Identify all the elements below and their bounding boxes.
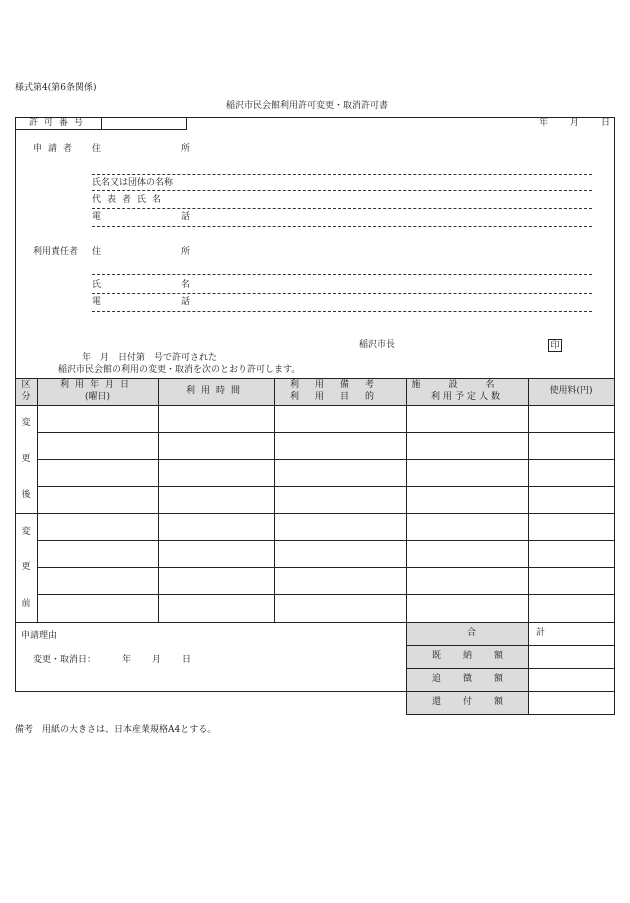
applicant-address-line[interactable] (92, 174, 592, 175)
table-right-border (614, 378, 615, 715)
after-char-1: 変 (21, 418, 31, 428)
row-line-3 (37, 486, 615, 487)
row-line-1 (37, 432, 615, 433)
after-char-3: 後 (21, 490, 31, 500)
document-title: 稲沢市民会館利用許可変更・取消許可書 (226, 101, 389, 111)
change-date-label: 変更・取消日： (33, 655, 97, 665)
applicant-phone-char1: 電 (92, 212, 102, 222)
responsible-phone-char2: 話 (181, 297, 191, 307)
permit-number-field[interactable] (101, 117, 187, 130)
fee-row-line-1 (406, 645, 615, 646)
applicant-label: 申請者 (33, 144, 79, 154)
form-label: 様式第4(第6条関係) (15, 83, 97, 93)
responsible-name-char2: 名 (181, 280, 191, 290)
th-fee: 使用料(円) (549, 386, 593, 396)
permit-label-bottom (15, 129, 101, 130)
th-date-1: 利用年月日 (59, 380, 135, 390)
applicant-address-char2: 所 (181, 144, 191, 154)
row-line-6 (37, 567, 615, 568)
applicant-phone-char2: 話 (181, 212, 191, 222)
permit-statement-line2: 稲沢市民会館の利用の変更・取消を次のとおり許可します。 (58, 365, 301, 375)
fee-refund-label: 還付額 (431, 697, 525, 707)
table-top-border (15, 378, 615, 379)
reason-label: 申請理由 (21, 631, 58, 641)
before-char-3: 前 (21, 599, 31, 609)
col-line-5 (528, 378, 529, 715)
official-seal: 印 (548, 339, 562, 352)
col-line-2 (158, 378, 159, 622)
responsible-name-char1: 氏 (92, 280, 102, 290)
applicant-rep-label: 代表者氏名 (92, 195, 168, 205)
change-date-year: 年 (122, 655, 132, 665)
applicant-address-char1: 住 (92, 144, 102, 154)
fee-paid-label: 既納額 (431, 651, 525, 661)
right-border (614, 117, 615, 378)
after-char-2: 更 (21, 454, 31, 464)
applicant-name-line[interactable] (92, 190, 592, 191)
fee-row-line-4 (406, 714, 615, 715)
col-line-3 (274, 378, 275, 622)
applicant-rep-line[interactable] (92, 208, 592, 209)
th-category-2: 分 (21, 392, 31, 402)
row-line-5 (37, 540, 615, 541)
change-date-day: 日 (182, 655, 192, 665)
before-char-2: 更 (21, 562, 31, 572)
table-header-bottom (15, 405, 615, 406)
fee-row-line-2 (406, 668, 615, 669)
left-border (15, 117, 16, 378)
row-line-group (15, 513, 615, 514)
mayor-label: 稲沢市長 (359, 340, 396, 350)
fee-additional-label: 追徴額 (431, 674, 525, 684)
change-date-month: 月 (152, 655, 162, 665)
permit-statement-line1: 年 月 日付第 号で許可された (82, 353, 218, 363)
date-day-label: 日 (601, 118, 611, 128)
col-line-1 (37, 378, 38, 622)
date-year-label: 年 (539, 118, 549, 128)
responsible-phone-char1: 電 (92, 297, 102, 307)
responsible-name-line[interactable] (92, 293, 592, 294)
responsible-address-char2: 所 (181, 247, 191, 257)
th-date-2: (曜日) (84, 392, 111, 402)
th-time: 利用時間 (185, 386, 246, 396)
responsible-phone-line[interactable] (92, 311, 592, 312)
applicant-name-label: 氏名又は団体の名称 (92, 178, 174, 188)
th-note-2: 利用目的 (289, 392, 390, 402)
fee-total-label: 合計 (467, 628, 606, 638)
th-facility-2: 利用予定人数 (430, 392, 503, 402)
th-note-1: 利用備考 (289, 380, 390, 390)
row-line-7 (37, 594, 615, 595)
responsible-label: 利用責任者 (33, 247, 79, 257)
permit-number-label: 許可番号 (29, 118, 90, 128)
row-line-2 (37, 459, 615, 460)
th-category-1: 区 (21, 380, 31, 390)
applicant-phone-line[interactable] (92, 226, 592, 227)
remarks: 備考 用紙の大きさは、日本産業規格A4とする。 (15, 725, 217, 735)
th-facility-1: 施設名 (411, 380, 523, 390)
responsible-address-line[interactable] (92, 274, 592, 275)
responsible-address-char1: 住 (92, 247, 102, 257)
fee-row-line-3 (15, 691, 615, 692)
before-char-1: 変 (21, 527, 31, 537)
date-month-label: 月 (570, 118, 580, 128)
